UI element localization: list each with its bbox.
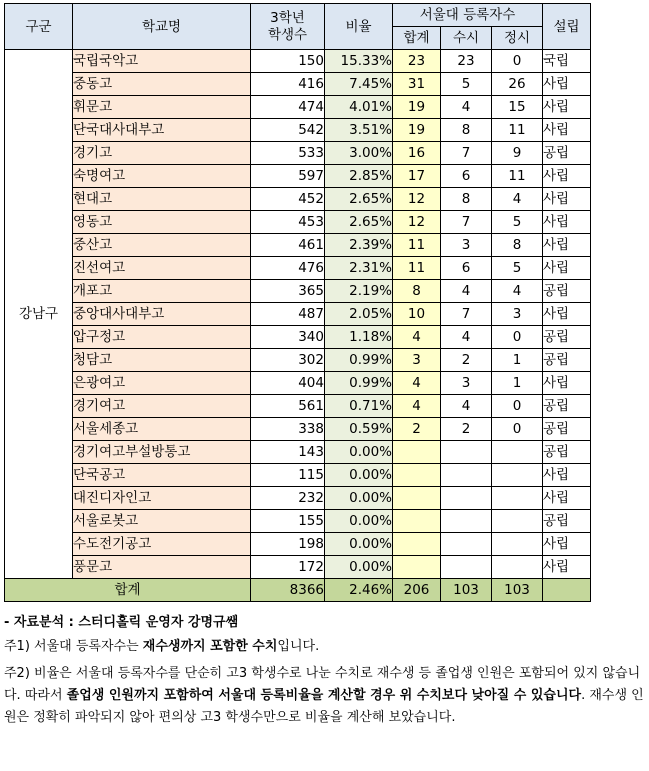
snu-total: 4 bbox=[393, 395, 441, 418]
admission-ratio: 0.99% bbox=[325, 372, 393, 395]
snu-susi: 6 bbox=[441, 165, 492, 188]
table-row bbox=[5, 418, 591, 441]
snu-jeongsi: 1 bbox=[492, 372, 543, 395]
snu-susi: 3 bbox=[441, 372, 492, 395]
snu-susi: 7 bbox=[441, 142, 492, 165]
snu-jeongsi: 5 bbox=[492, 211, 543, 234]
table-row bbox=[5, 303, 591, 326]
admission-ratio: 3.51% bbox=[325, 119, 393, 142]
school-type: 공립 bbox=[543, 441, 591, 464]
snu-total: 17 bbox=[393, 165, 441, 188]
footnote-2 bbox=[4, 663, 644, 729]
snu-susi bbox=[441, 510, 492, 533]
admission-ratio: 3.00% bbox=[325, 142, 393, 165]
admission-ratio: 15.33% bbox=[325, 50, 393, 73]
snu-susi bbox=[441, 556, 492, 579]
snu-jeongsi: 26 bbox=[492, 73, 543, 96]
snu-total: 16 bbox=[393, 142, 441, 165]
header-students bbox=[251, 4, 325, 50]
table-row bbox=[5, 487, 591, 510]
snu-susi: 8 bbox=[441, 188, 492, 211]
school-type: 공립 bbox=[543, 395, 591, 418]
school-type: 국립 bbox=[543, 50, 591, 73]
snu-jeongsi bbox=[492, 487, 543, 510]
school-type: 사립 bbox=[543, 73, 591, 96]
table-row bbox=[5, 142, 591, 165]
footnote-1-text: 주1) 서울대 등록자수는 bbox=[4, 639, 143, 654]
school-name: 경기여고 bbox=[73, 395, 251, 418]
snu-susi bbox=[441, 464, 492, 487]
snu-jeongsi: 0 bbox=[492, 50, 543, 73]
snu-jeongsi: 0 bbox=[492, 418, 543, 441]
school-name: 숙명여고 bbox=[73, 165, 251, 188]
school-name: 경기여고부설방통고 bbox=[73, 441, 251, 464]
school-type: 사립 bbox=[543, 211, 591, 234]
school-name: 은광여고 bbox=[73, 372, 251, 395]
school-type: 사립 bbox=[543, 96, 591, 119]
student-count: 143 bbox=[251, 441, 325, 464]
student-count: 155 bbox=[251, 510, 325, 533]
snu-susi: 2 bbox=[441, 349, 492, 372]
snu-jeongsi: 3 bbox=[492, 303, 543, 326]
table-row bbox=[5, 73, 591, 96]
school-type: 사립 bbox=[543, 464, 591, 487]
school-name: 현대고 bbox=[73, 188, 251, 211]
header-snu-group: 서울대 등록자수 bbox=[393, 4, 543, 27]
snu-jeongsi: 11 bbox=[492, 165, 543, 188]
snu-jeongsi bbox=[492, 464, 543, 487]
admission-ratio: 2.05% bbox=[325, 303, 393, 326]
snu-susi bbox=[441, 487, 492, 510]
header-total: 합계 bbox=[393, 27, 441, 50]
snu-jeongsi: 8 bbox=[492, 234, 543, 257]
snu-total: 31 bbox=[393, 73, 441, 96]
school-type: 사립 bbox=[543, 303, 591, 326]
school-type: 사립 bbox=[543, 119, 591, 142]
snu-susi: 7 bbox=[441, 211, 492, 234]
admission-ratio: 2.65% bbox=[325, 188, 393, 211]
admission-ratio: 1.18% bbox=[325, 326, 393, 349]
school-name: 중산고 bbox=[73, 234, 251, 257]
header-ratio: 비율 bbox=[325, 4, 393, 50]
admission-ratio: 2.31% bbox=[325, 257, 393, 280]
sum-susi: 103 bbox=[441, 579, 492, 602]
snu-jeongsi: 0 bbox=[492, 326, 543, 349]
school-type: 사립 bbox=[543, 556, 591, 579]
table-row bbox=[5, 165, 591, 188]
student-count: 338 bbox=[251, 418, 325, 441]
snu-susi: 7 bbox=[441, 303, 492, 326]
footnote-1-end: 입니다. bbox=[277, 639, 320, 654]
snu-total: 19 bbox=[393, 96, 441, 119]
snu-susi: 4 bbox=[441, 280, 492, 303]
snu-total bbox=[393, 441, 441, 464]
snu-total: 11 bbox=[393, 234, 441, 257]
snu-jeongsi bbox=[492, 441, 543, 464]
school-type: 사립 bbox=[543, 188, 591, 211]
footnote-1 bbox=[4, 636, 644, 658]
sum-ratio: 2.46% bbox=[325, 579, 393, 602]
snu-total: 12 bbox=[393, 211, 441, 234]
table-row bbox=[5, 510, 591, 533]
snu-susi: 4 bbox=[441, 395, 492, 418]
snu-jeongsi bbox=[492, 510, 543, 533]
student-count: 150 bbox=[251, 50, 325, 73]
school-name: 중동고 bbox=[73, 73, 251, 96]
admission-ratio: 7.45% bbox=[325, 73, 393, 96]
snu-admission-table bbox=[4, 3, 591, 602]
sum-label: 합계 bbox=[5, 579, 251, 602]
snu-jeongsi: 9 bbox=[492, 142, 543, 165]
student-count: 452 bbox=[251, 188, 325, 211]
student-count: 232 bbox=[251, 487, 325, 510]
table-row bbox=[5, 257, 591, 280]
snu-jeongsi: 11 bbox=[492, 119, 543, 142]
school-name: 중앙대사대부고 bbox=[73, 303, 251, 326]
snu-susi: 3 bbox=[441, 234, 492, 257]
student-count: 198 bbox=[251, 533, 325, 556]
snu-susi: 4 bbox=[441, 96, 492, 119]
sum-jeongsi: 103 bbox=[492, 579, 543, 602]
table-row bbox=[5, 326, 591, 349]
header-district: 구군 bbox=[5, 4, 73, 50]
snu-susi bbox=[441, 533, 492, 556]
student-count: 561 bbox=[251, 395, 325, 418]
admission-ratio: 2.19% bbox=[325, 280, 393, 303]
snu-total: 8 bbox=[393, 280, 441, 303]
admission-ratio: 0.00% bbox=[325, 464, 393, 487]
snu-total: 11 bbox=[393, 257, 441, 280]
header-school: 학교명 bbox=[73, 4, 251, 50]
school-name: 단국대사대부고 bbox=[73, 119, 251, 142]
table-row bbox=[5, 533, 591, 556]
school-type: 사립 bbox=[543, 372, 591, 395]
school-name: 국립국악고 bbox=[73, 50, 251, 73]
school-type: 공립 bbox=[543, 142, 591, 165]
student-count: 597 bbox=[251, 165, 325, 188]
sum-students: 8366 bbox=[251, 579, 325, 602]
table-body bbox=[5, 50, 591, 602]
admission-ratio: 2.39% bbox=[325, 234, 393, 257]
snu-total: 12 bbox=[393, 188, 441, 211]
snu-jeongsi: 15 bbox=[492, 96, 543, 119]
snu-total: 4 bbox=[393, 372, 441, 395]
snu-susi: 4 bbox=[441, 326, 492, 349]
header-susi: 수시 bbox=[441, 27, 492, 50]
admission-ratio: 0.00% bbox=[325, 441, 393, 464]
sum-type-empty bbox=[543, 579, 591, 602]
student-count: 340 bbox=[251, 326, 325, 349]
header-jeongsi: 정시 bbox=[492, 27, 543, 50]
snu-jeongsi: 1 bbox=[492, 349, 543, 372]
snu-jeongsi: 5 bbox=[492, 257, 543, 280]
snu-total: 19 bbox=[393, 119, 441, 142]
footnote-2-bold: 졸업생 인원까지 포함하여 서울대 등록비율을 계산할 경우 위 수치보다 낮아질 수 있습니다 bbox=[66, 688, 582, 703]
school-type: 사립 bbox=[543, 165, 591, 188]
snu-susi: 2 bbox=[441, 418, 492, 441]
student-count: 302 bbox=[251, 349, 325, 372]
school-name: 대진디자인고 bbox=[73, 487, 251, 510]
snu-total: 3 bbox=[393, 349, 441, 372]
table-row bbox=[5, 556, 591, 579]
sum-row bbox=[5, 579, 591, 602]
snu-total: 2 bbox=[393, 418, 441, 441]
admission-ratio: 0.71% bbox=[325, 395, 393, 418]
table-row bbox=[5, 464, 591, 487]
snu-jeongsi: 4 bbox=[492, 280, 543, 303]
snu-susi: 6 bbox=[441, 257, 492, 280]
snu-susi: 5 bbox=[441, 73, 492, 96]
snu-susi bbox=[441, 441, 492, 464]
school-name: 영동고 bbox=[73, 211, 251, 234]
admission-ratio: 4.01% bbox=[325, 96, 393, 119]
admission-ratio: 0.59% bbox=[325, 418, 393, 441]
admission-ratio: 0.00% bbox=[325, 510, 393, 533]
snu-susi: 23 bbox=[441, 50, 492, 73]
school-name: 청담고 bbox=[73, 349, 251, 372]
header-students-line1: 3학년 bbox=[270, 9, 305, 26]
admission-ratio: 0.00% bbox=[325, 533, 393, 556]
school-name: 서울로봇고 bbox=[73, 510, 251, 533]
table-row bbox=[5, 211, 591, 234]
student-count: 404 bbox=[251, 372, 325, 395]
student-count: 542 bbox=[251, 119, 325, 142]
admission-ratio: 2.65% bbox=[325, 211, 393, 234]
student-count: 115 bbox=[251, 464, 325, 487]
admission-ratio: 0.00% bbox=[325, 487, 393, 510]
notes-section bbox=[4, 612, 644, 729]
snu-total bbox=[393, 533, 441, 556]
school-name: 압구정고 bbox=[73, 326, 251, 349]
table-row bbox=[5, 50, 591, 73]
header-students-line2: 학생수 bbox=[267, 26, 308, 43]
student-count: 461 bbox=[251, 234, 325, 257]
school-name: 단국공고 bbox=[73, 464, 251, 487]
student-count: 172 bbox=[251, 556, 325, 579]
snu-susi: 8 bbox=[441, 119, 492, 142]
student-count: 416 bbox=[251, 73, 325, 96]
header-type: 설립 bbox=[543, 4, 591, 50]
student-count: 453 bbox=[251, 211, 325, 234]
school-type: 공립 bbox=[543, 280, 591, 303]
snu-jeongsi: 0 bbox=[492, 395, 543, 418]
table-row bbox=[5, 280, 591, 303]
footnote-2-end: . 재수생 인원은 정확히 파악되지 않아 편의상 고3 학생수만으로 비율을 계산해 보았습니다. bbox=[4, 688, 644, 725]
school-name: 풍문고 bbox=[73, 556, 251, 579]
school-type: 사립 bbox=[543, 257, 591, 280]
school-type: 사립 bbox=[543, 533, 591, 556]
table-row bbox=[5, 188, 591, 211]
student-count: 487 bbox=[251, 303, 325, 326]
admission-ratio: 0.99% bbox=[325, 349, 393, 372]
school-type: 공립 bbox=[543, 418, 591, 441]
sum-total: 206 bbox=[393, 579, 441, 602]
school-type: 공립 bbox=[543, 510, 591, 533]
snu-total bbox=[393, 556, 441, 579]
snu-total: 10 bbox=[393, 303, 441, 326]
school-name: 경기고 bbox=[73, 142, 251, 165]
school-name: 수도전기공고 bbox=[73, 533, 251, 556]
school-type: 사립 bbox=[543, 487, 591, 510]
table-row bbox=[5, 234, 591, 257]
student-count: 365 bbox=[251, 280, 325, 303]
snu-total bbox=[393, 487, 441, 510]
school-name: 휘문고 bbox=[73, 96, 251, 119]
student-count: 476 bbox=[251, 257, 325, 280]
source-credit: - 자료분석 : 스터디홀릭 운영자 강명규쌤 bbox=[4, 615, 239, 630]
admission-ratio: 0.00% bbox=[325, 556, 393, 579]
student-count: 533 bbox=[251, 142, 325, 165]
school-name: 진선여고 bbox=[73, 257, 251, 280]
student-count: 474 bbox=[251, 96, 325, 119]
school-type: 공립 bbox=[543, 349, 591, 372]
snu-total: 4 bbox=[393, 326, 441, 349]
snu-total bbox=[393, 510, 441, 533]
snu-total: 23 bbox=[393, 50, 441, 73]
table-row bbox=[5, 349, 591, 372]
table-row bbox=[5, 372, 591, 395]
table-row bbox=[5, 119, 591, 142]
snu-jeongsi: 4 bbox=[492, 188, 543, 211]
table-row bbox=[5, 441, 591, 464]
school-name: 서울세종고 bbox=[73, 418, 251, 441]
footnote-1-bold: 재수생까지 포함한 수치 bbox=[142, 639, 278, 654]
snu-total bbox=[393, 464, 441, 487]
school-name: 개포고 bbox=[73, 280, 251, 303]
snu-jeongsi bbox=[492, 556, 543, 579]
school-type: 사립 bbox=[543, 234, 591, 257]
table-row bbox=[5, 395, 591, 418]
admission-ratio: 2.85% bbox=[325, 165, 393, 188]
school-type: 공립 bbox=[543, 326, 591, 349]
district-cell: 강남구 bbox=[5, 50, 73, 579]
table-row bbox=[5, 96, 591, 119]
footnote-2-text: 주2) 비율은 서울대 등록자수를 단순히 고3 학생수로 나눈 수치로 재수생 등 졸업생 인원은 포함되어 있지 않습니다. 따라서 bbox=[4, 666, 641, 703]
snu-jeongsi bbox=[492, 533, 543, 556]
